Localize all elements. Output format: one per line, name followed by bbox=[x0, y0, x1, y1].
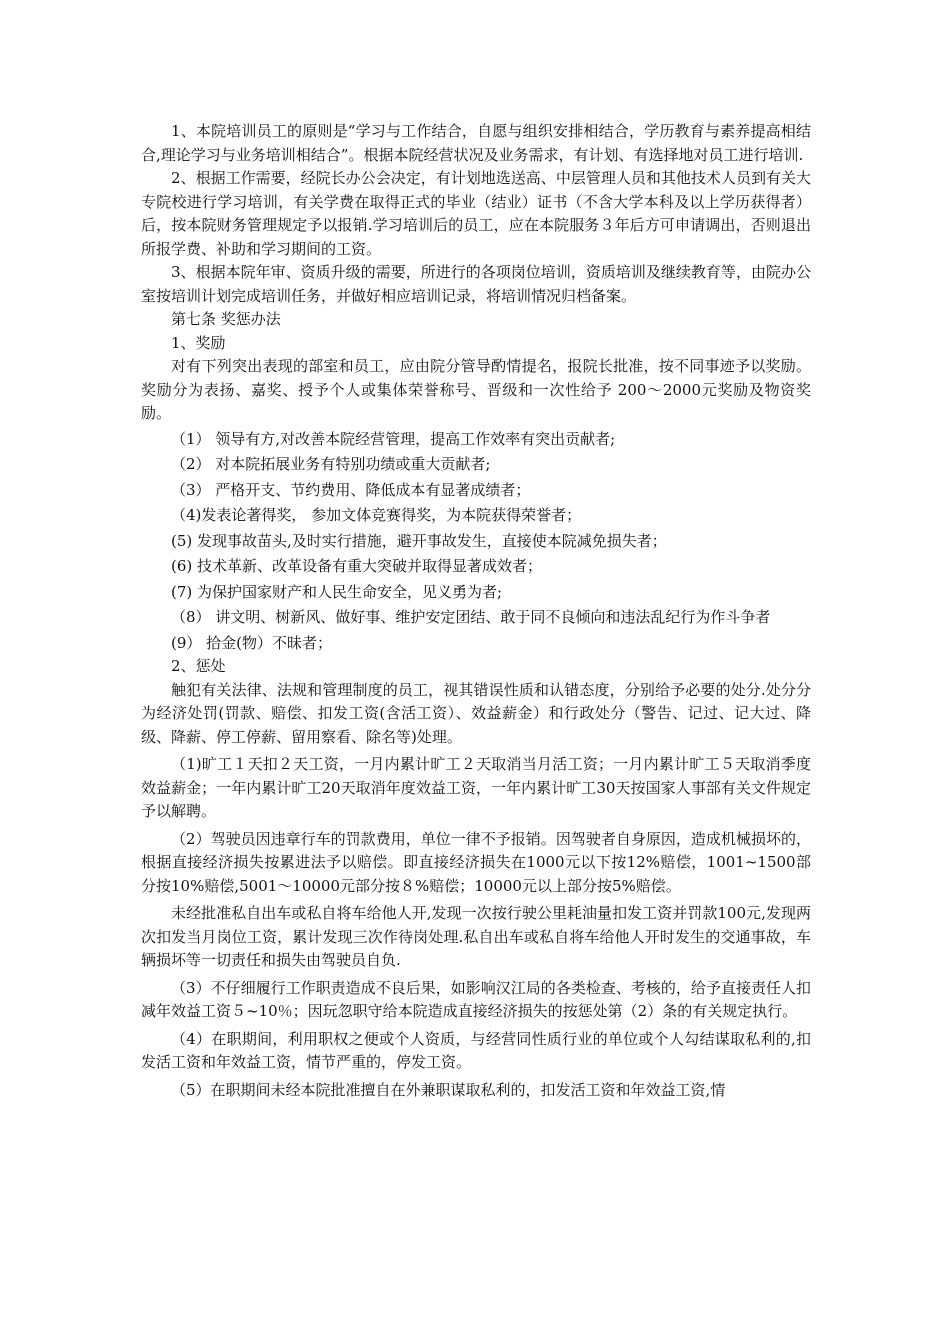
subheading-penalties: 2、惩处 bbox=[171, 657, 226, 675]
penalty-item: （4）在职期间，利用职权之便或个人资质，与经营同性质行业的单位或个人勾结谋取私利的,扣发活工资和年效益工资，情节严重的，停发工资。 bbox=[141, 1029, 811, 1071]
reward-item: (5) 发现事故苗头,及时实行措施，避开事故发生，直接使本院减免损失者； bbox=[171, 531, 667, 550]
paragraph-training-qualification: 3、根据本院年审、资质升级的需要，所进行的各项岗位培训，资质培训及继续教育等，由院办公室按培训计划完成培训任务，并做好相应培训记录，将培训情况归档备案。 bbox=[141, 263, 811, 305]
penalty-item: （2）驾驶员因违章行车的罚款费用，单位一律不予报销。因驾驶者自身原因，造成机械损坏的，根据直接经济损失按累进法予以赔偿。即直接经济损失在1000元以下按12%赔偿，1001~1500部分按10%赔偿,5001～10000元部分按８%赔偿；10000元以上部分按5%赔偿。 bbox=[141, 829, 811, 895]
paragraph-penalties-intro: 触犯有关法律、法规和管理制度的员工，视其错误性质和认错态度，分别给予必要的处分.处分分为经济处罚(罚款、赔偿、扣发工资(含活工资）、效益薪金）和行政处分（警告、记过、记大过、降级、降薪、停工停薪、留用察看、除名等)处理。 bbox=[141, 680, 811, 746]
reward-item: (6) 技术革新、改革设备有重大突破并取得显著成效者； bbox=[171, 557, 543, 575]
penalty-item: （3）不仔细履行工作职责造成不良后果，如影响汉江局的各类检查、考核的，给予直接责任人扣减年效益工资５~10％；因玩忽职守给本院造成直接经济损失的按惩处第（2）条的有关规定执行。 bbox=[141, 978, 811, 1020]
reward-item: （3） 严格开支、节约费用、降低成本有显著成绩者； bbox=[171, 480, 531, 499]
penalty-paragraph-unauthorized-driving: 未经批准私自出车或私自将车给他人开,发现一次按行驶公里耗油量扣发工资并罚款100元,发现两次扣发当月岗位工资，累计发现三次作待岗处理.私自出车或私自将车给他人开时发生的交通事故，车辆损坏等一切责任和损失由驾驶员自负. bbox=[141, 904, 811, 969]
reward-item: (7) 为保护国家财产和人民生命安全，见义勇为者; bbox=[171, 582, 503, 601]
paragraph-training-study: 2、根据工作需要，经院长办公会决定，有计划地选送高、中层管理人员和其他技术人员到有关大专院校进行学习培训，有关学费在取得正式的毕业（结业）证书（不含大学本科及以上学历获得者）后，按本院财务管理规定予以报销.学习培训后的员工，应在本院服务３年后方可申请调出，否则退出所报学费、补助和学习期间的工资。 bbox=[141, 169, 811, 258]
reward-item: （8） 讲文明、树新风、做好事、维护安定团结、敢于同不良倾向和违法乱纪行为作斗争者 bbox=[171, 608, 771, 626]
reward-item: （2） 对本院拓展业务有特别功绩或重大贡献者; bbox=[171, 455, 491, 473]
penalty-item: （1)旷工１天扣２天工资，一月内累计旷工２天取消当月活工资；一月内累计旷工５天取消季度效益薪金；一年内累计旷工20天取消年度效益工资，一年内累计旷工30天按国家人事部有关文件规定予以解聘。 bbox=[141, 755, 811, 820]
section-heading-article-7: 第七条 奖惩办法 bbox=[171, 310, 281, 328]
reward-item: （4)发表论著得奖， 参加文体竞赛得奖，为本院获得荣誉者； bbox=[171, 506, 582, 524]
document-body bbox=[141, 120, 811, 1102]
reward-item: （1） 领导有方,对改善本院经营管理，提高工作效率有突出贡献者; bbox=[171, 429, 616, 448]
paragraph-training-principle: 1、本院培训员工的原则是“学习与工作结合，自愿与组织安排相结合，学历教育与素养提高相结合,理论学习与业务培训相结合”。根据本院经营状况及业务需求，有计划、有选择地对员工进行培训. bbox=[141, 122, 811, 164]
subheading-rewards: 1、奖励 bbox=[171, 333, 226, 352]
reward-item: (9） 拾金(物）不昧者； bbox=[171, 633, 333, 652]
paragraph-rewards-intro: 对有下列突出表现的部室和员工，应由院分管导酌情提名，报院长批准，按不同事迹予以奖励。奖励分为表扬、嘉奖、授予个人或集体荣誉称号、晋级和一次性给予 200～2000元奖励及物资奖励。 bbox=[141, 357, 811, 422]
penalty-item: （5）在职期间未经本院批准擅自在外兼职谋取私利的，扣发活工资和年效益工资,情 bbox=[171, 1080, 726, 1099]
